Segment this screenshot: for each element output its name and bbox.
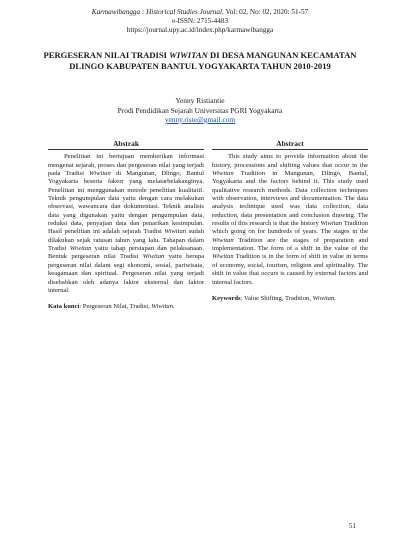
journal-header	[0, 8, 400, 35]
author-name: Yenny Ristiantie	[175, 96, 225, 105]
journal-issue: Vol: 02, No: 02, 2020: 51-57	[223, 8, 309, 16]
journal-url[interactable]: https://journal.upy.ac.id/index.php/karmawibangga	[126, 26, 274, 34]
abstract-paragraph: This study aims to provide information about the history, processions and shifting values that occur in the Wiwitan Tradition in Mangunan, Dlingo, Bantul, Yogyakarta and the factors behind it. This study used qualitative research methods. Data collection techniques with observation, interviews and documentation. The data analysis technique used was data collection, data reduction, data presentation and conclusion drawing. The results of this research is that the history Wiwitan Tradition which going on for hundreds of years. The stages in the Wiwitan Tradition are the stages of preparation and implementation. The form of a shift in the value of the Wiwitan Tradition is in the form of shift in value in terms of economy, social, tourism, religion and spirituality. The shift in value that occurs is caused by external factors and internal factors.	[212, 153, 368, 286]
abstract-column	[212, 140, 368, 303]
author-block	[0, 96, 400, 125]
paper-title	[40, 50, 360, 71]
abstrak-heading: Abstrak	[48, 140, 204, 150]
abstract-heading: Abstract	[212, 140, 368, 150]
abstract-keywords: Keywords: Value Shifting, Tradition, Wiwitan.	[212, 294, 336, 302]
abstrak-paragraph: Penelitian ini bertujuan memberikan informasi mengenai sejarah, proses dan pergeseran nilai yang terjadi pada Tradisi Wiwitan di Mangunan, Dlingo, Bantul Yogyakarta beserta faktor yang melatarbelakanginya. Penelitian ini menggunakan metode penelitian kualitatif. Teknik pengumpulan data yaitu dengan cara melakukan observasi, wawancara dan dokumentasi. Teknik analisis data yang digunakan yaitu dengan pengumpulan data, reduksi data, penyajian data dan penarikan kesimpulan. Hasil penelitian ini adalah sejarah Tradisi Wiwitan sudah dilakukan sejak ratusan tahun yang lalu. Tahapan dalam Tradisi Wiwitan yaitu tahap persiapan dan pelaksanaan. Bentuk pergeseran nilai Tradisi Wiwitan yaitu berupa pergeseran nilai dalam segi ekonomi, sosial, pariwisata, keagamaan dan spiritual. Pergeseran nilai yang terjadi disebabkan oleh adanya faktor eksternal dan faktor internal.	[48, 153, 205, 294]
abstrak-keywords: Kata kunci: Pergeseran Nilai, Tradisi, Wiwitan.	[48, 303, 175, 311]
journal-eissn: e-ISSN: 2715-4483	[171, 17, 229, 25]
author-email-link[interactable]: yenny.riste@gmail.com	[164, 115, 236, 124]
abstrak-column	[48, 140, 204, 312]
journal-citation	[0, 8, 400, 17]
title-part-2: DI DESA MANGUNAN KECAMATAN DLINGO KABUPATEN BANTUL YOGYAKARTA TAHUN 2010-2019	[69, 50, 357, 71]
title-italic-term: WIWITAN	[169, 50, 208, 60]
page-number: 51	[349, 522, 356, 530]
title-part-1: PERGESERAN NILAI TRADISI	[43, 50, 170, 60]
author-affiliation: Prodi Pendidikan Sejarah Universitas PGRI Yogyakarta	[117, 105, 283, 115]
journal-name: Karmawibangga : Historical Studies Journal,	[91, 8, 224, 16]
